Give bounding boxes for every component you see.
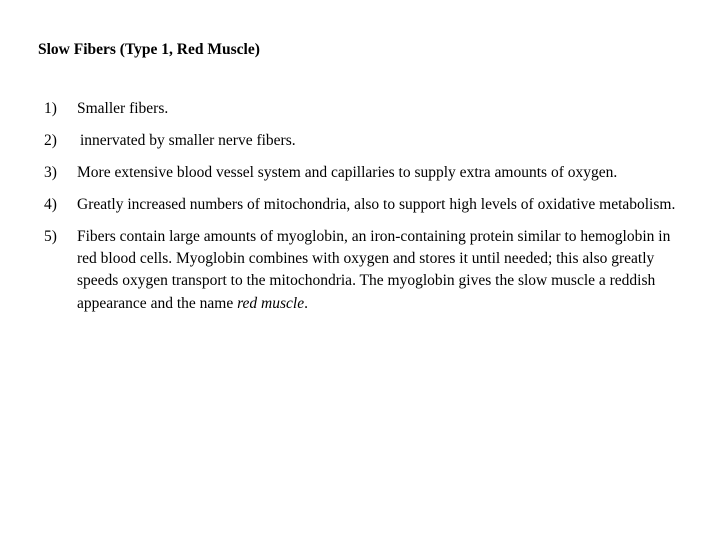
item-text: innervated by smaller nerve fibers. bbox=[80, 132, 296, 149]
document-title: Slow Fibers (Type 1, Red Muscle) bbox=[38, 41, 260, 58]
item-text: Fibers contain large amounts of myoglobin, an iron-containing protein similar to hemoglobin in red blood cells. Myoglobin combines with oxygen and stores it until needed; this also greatly speeds oxygen transport to the mitochondria. The myoglobin gives the slow muscle a reddish appearance and the name bbox=[77, 228, 671, 312]
item-number: 4) bbox=[44, 196, 57, 213]
list-item bbox=[44, 130, 694, 152]
fiber-characteristics-list bbox=[44, 98, 694, 315]
emphasized-term: red muscle bbox=[237, 294, 305, 312]
item-number: 3) bbox=[44, 164, 57, 181]
list-item bbox=[44, 194, 694, 216]
item-number: 5) bbox=[44, 228, 57, 245]
item-text: Greatly increased numbers of mitochondria, also to support high levels of oxidative metabolism. bbox=[77, 196, 676, 213]
item-number: 2) bbox=[44, 132, 57, 149]
item-text: More extensive blood vessel system and capillaries to supply extra amounts of oxygen. bbox=[77, 164, 618, 181]
item-text-wrapper bbox=[77, 226, 694, 315]
list-item bbox=[44, 226, 694, 315]
item-text-end: . bbox=[304, 294, 308, 312]
list-item bbox=[44, 162, 694, 184]
list-item bbox=[44, 98, 694, 120]
item-number: 1) bbox=[44, 100, 57, 117]
item-text: Smaller fibers. bbox=[77, 100, 169, 117]
